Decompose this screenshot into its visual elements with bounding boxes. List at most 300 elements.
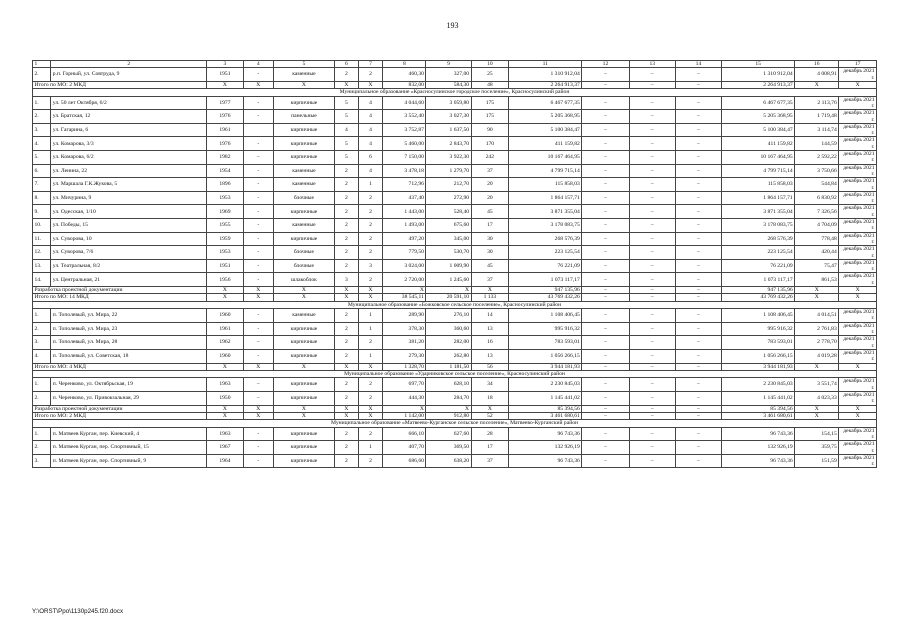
file-path-footer: Y:\ORST\Ppo\1130p245.f20.docx — [32, 608, 124, 615]
table-cell: 3 178 083,75 — [509, 219, 582, 233]
table-cell: 2 843,70 — [426, 137, 471, 151]
table-cell: X — [795, 294, 839, 301]
table-cell: декабрь 2021 г. — [839, 378, 877, 392]
table-cell: 5 100 384,47 — [722, 123, 795, 137]
table-cell: – — [629, 110, 675, 124]
table-cell: 381,20 — [383, 336, 426, 350]
table-cell: - — [243, 441, 273, 455]
address-cell: ул. Центральная, 21 — [51, 273, 207, 287]
table-cell: декабрь 2021 г. — [839, 68, 877, 82]
section-header-row — [33, 420, 877, 427]
table-cell: – — [675, 137, 721, 151]
table-cell: X — [273, 412, 334, 419]
table-row — [33, 441, 877, 455]
table-cell: 30 — [471, 232, 509, 246]
table-cell: 282,00 — [426, 336, 471, 350]
table-cell: – — [629, 191, 675, 205]
table-cell: – — [675, 68, 721, 82]
table-cell: 4 — [335, 123, 359, 137]
table-cell: X — [243, 363, 273, 370]
table-cell: 3 461 680,61 — [509, 412, 582, 419]
table-cell: 1. — [33, 309, 51, 323]
table-cell: декабрь 2021 г. — [839, 123, 877, 137]
table-cell: – — [675, 232, 721, 246]
table-cell: X — [839, 294, 877, 301]
address-cell: п. Тополевый, ул. Мира, 22 — [51, 309, 207, 323]
table-cell: 3 — [358, 259, 383, 273]
table-cell: 17 — [471, 441, 509, 455]
table-cell: – — [675, 294, 721, 301]
table-cell: 783 593,01 — [509, 336, 582, 350]
table-cell: 1 864 157,71 — [509, 191, 582, 205]
table-cell: 697,70 — [383, 378, 426, 392]
table-cell: 7 326,56 — [795, 205, 839, 219]
table-cell: – — [582, 123, 629, 137]
table-cell: 18 — [471, 391, 509, 405]
table-cell: 3. — [33, 336, 51, 350]
table-cell: 3 114,74 — [795, 123, 839, 137]
table-row — [33, 273, 877, 287]
table-cell: декабрь 2021 г. — [839, 391, 877, 405]
address-cell: ул. Театральная, 8/2 — [51, 259, 207, 273]
table-cell: 2 — [358, 219, 383, 233]
table-cell: – — [582, 96, 629, 110]
table-row — [33, 178, 877, 192]
table-cell: 2 — [335, 336, 359, 350]
table-cell: 56 — [471, 363, 509, 370]
table-cell: 832,00 — [383, 81, 426, 88]
table-cell: 1 073 117,17 — [722, 273, 795, 287]
table-cell: 2. — [33, 322, 51, 336]
table-cell: – — [675, 454, 721, 468]
table-cell: 223 125,54 — [722, 246, 795, 260]
table-cell: 170 — [471, 137, 509, 151]
table-cell: 1 — [358, 441, 383, 455]
table-cell: декабрь 2021 г. — [839, 205, 877, 219]
table-cell: 6 — [358, 151, 383, 165]
table-row — [33, 309, 877, 323]
table-cell: - — [243, 273, 273, 287]
table-cell: – — [675, 412, 721, 419]
table-cell: 1960 — [207, 309, 244, 323]
table-cell: – — [629, 405, 675, 412]
column-number-cell: 10 — [471, 61, 509, 68]
table-cell: X — [795, 286, 839, 293]
table-cell: X — [273, 363, 334, 370]
table-cell: - — [243, 322, 273, 336]
table-cell: 5 205 368,95 — [509, 110, 582, 124]
table-cell: – — [629, 336, 675, 350]
table-cell: 6 467 677,35 — [509, 96, 582, 110]
table-cell: X — [273, 286, 334, 293]
table-cell: X — [243, 286, 273, 293]
table-cell: 2 — [358, 378, 383, 392]
table-cell: 25 — [471, 68, 509, 82]
total-label: Разработка проектной документации — [33, 405, 207, 412]
table-cell: 3. — [33, 123, 51, 137]
table-cell: 96 743,36 — [509, 427, 582, 441]
table-cell: – — [629, 391, 675, 405]
table-row — [33, 349, 877, 363]
table-cell: кирпичные — [273, 151, 334, 165]
table-cell: – — [675, 259, 721, 273]
address-cell: ул. Одесская, 1/10 — [51, 205, 207, 219]
table-row — [33, 454, 877, 468]
table-cell: – — [675, 363, 721, 370]
table-cell: 327,00 — [426, 68, 471, 82]
table-cell: – — [582, 336, 629, 350]
table-cell: – — [675, 441, 721, 455]
table-cell: 1. — [33, 427, 51, 441]
table-cell: X — [207, 294, 244, 301]
table-cell: – — [629, 322, 675, 336]
table-row — [33, 219, 877, 233]
table-cell: каменные — [273, 68, 334, 82]
table-cell: 30 — [471, 246, 509, 260]
table-cell: 151,59 — [795, 454, 839, 468]
table-row — [33, 232, 877, 246]
table-cell: 1 — [358, 349, 383, 363]
table-cell: 3 871 355,04 — [509, 205, 582, 219]
table-cell: 411 159,82 — [722, 137, 795, 151]
table-cell: – — [629, 349, 675, 363]
table-cell: X — [335, 412, 359, 419]
table-cell: 1962 — [207, 336, 244, 350]
table-cell: – — [582, 259, 629, 273]
table-cell: 627,60 — [426, 427, 471, 441]
table-cell: 2 — [335, 391, 359, 405]
table-cell: – — [582, 68, 629, 82]
table-cell: – — [629, 151, 675, 165]
table-cell: 14 — [471, 309, 509, 323]
table-cell: X — [358, 412, 383, 419]
table-cell: 2 — [335, 454, 359, 468]
table-cell: 1 637,50 — [426, 123, 471, 137]
table-cell: блочные — [273, 191, 334, 205]
table-cell: 2 761,83 — [795, 322, 839, 336]
table-cell: – — [629, 441, 675, 455]
section-title: Муниципальное образование «Красносулинское городское поселение», Красносулинский район — [33, 89, 877, 96]
table-cell: - — [243, 178, 273, 192]
table-cell: 369,50 — [426, 441, 471, 455]
table-cell: - — [243, 164, 273, 178]
table-cell: - — [243, 219, 273, 233]
table-cell: 1 073 117,17 — [509, 273, 582, 287]
table-cell: 10 167 464,95 — [509, 151, 582, 165]
table-cell: – — [582, 219, 629, 233]
table-cell: 6 467 677,35 — [722, 96, 795, 110]
table-cell: X — [358, 405, 383, 412]
table-cell: декабрь 2021 г. — [839, 441, 877, 455]
table-row — [33, 322, 877, 336]
table-cell: 544,84 — [795, 178, 839, 192]
table-cell: X — [243, 412, 273, 419]
table-cell: – — [629, 309, 675, 323]
table-cell: – — [629, 164, 675, 178]
table-cell: 76 221,09 — [509, 259, 582, 273]
table-cell: 1896 — [207, 178, 244, 192]
table-cell: 115 858,03 — [722, 178, 795, 192]
table-cell: X — [335, 363, 359, 370]
table-cell: 675,60 — [426, 219, 471, 233]
table-cell: – — [629, 363, 675, 370]
table-cell: каменные — [273, 309, 334, 323]
table-cell: 3 552,40 — [383, 110, 426, 124]
total-label: Разработка проектной документации — [33, 286, 207, 293]
total-label: Итого по МО: 2 МКД — [33, 81, 207, 88]
table-cell: 3 059,80 — [426, 96, 471, 110]
table-cell: 2. — [33, 391, 51, 405]
table-cell: X — [471, 286, 509, 293]
table-cell: - — [243, 309, 273, 323]
table-cell: – — [675, 336, 721, 350]
table-cell: декабрь 2021 г. — [839, 427, 877, 441]
table-row — [33, 96, 877, 110]
table-cell: декабрь 2021 г. — [839, 454, 877, 468]
table-cell: 666,10 — [383, 427, 426, 441]
table-cell: 861,53 — [795, 273, 839, 287]
table-cell: 528,40 — [426, 205, 471, 219]
table-cell: – — [582, 378, 629, 392]
table-cell: 17 — [471, 219, 509, 233]
table-row — [33, 123, 877, 137]
table-cell: 6 830,92 — [795, 191, 839, 205]
table-cell: – — [582, 427, 629, 441]
table-cell: 1956 — [207, 273, 244, 287]
table-cell: – — [675, 273, 721, 287]
table-cell: X — [839, 81, 877, 88]
table-cell: – — [675, 151, 721, 165]
table-cell: X — [207, 81, 244, 88]
address-cell: ул. 50 лет Октября, 6/2 — [51, 96, 207, 110]
table-cell: – — [675, 96, 721, 110]
table-cell: декабрь 2021 г. — [839, 178, 877, 192]
total-row — [33, 412, 877, 419]
table-cell: 2 — [335, 309, 359, 323]
table-cell: – — [582, 273, 629, 287]
table-cell: 5 205 368,95 — [722, 110, 795, 124]
table-cell: декабрь 2021 г. — [839, 259, 877, 273]
table-cell: - — [243, 205, 273, 219]
table-cell: X — [839, 286, 877, 293]
table-cell: - — [243, 232, 273, 246]
table-cell: - — [243, 454, 273, 468]
table-cell: декабрь 2021 г. — [839, 232, 877, 246]
table-cell: X — [273, 81, 334, 88]
table-cell: 2 264 913,37 — [722, 81, 795, 88]
table-cell: 1977 — [207, 96, 244, 110]
table-cell: – — [675, 110, 721, 124]
table-cell: 1 245,60 — [426, 273, 471, 287]
table-cell: 3 551,74 — [795, 378, 839, 392]
table-cell: 1 328,70 — [383, 363, 426, 370]
table-cell: 2 — [335, 259, 359, 273]
address-cell: ул. Комарова, 3/3 — [51, 137, 207, 151]
table-cell: 444,30 — [383, 391, 426, 405]
table-cell: кирпичные — [273, 391, 334, 405]
table-cell: – — [675, 205, 721, 219]
column-number-cell: 16 — [795, 61, 839, 68]
column-number-row — [33, 61, 877, 68]
table-cell: – — [582, 363, 629, 370]
table-row — [33, 191, 877, 205]
table-cell: – — [629, 294, 675, 301]
table-cell: 2 — [358, 68, 383, 82]
table-cell: 154,15 — [795, 427, 839, 441]
table-cell: 85 394,56 — [722, 405, 795, 412]
table-cell: 34 — [471, 378, 509, 392]
table-cell: 1 — [358, 178, 383, 192]
table-cell: 686,60 — [383, 454, 426, 468]
table-cell: X — [383, 405, 426, 412]
table-cell: 37 — [471, 164, 509, 178]
table-cell: 1 108 406,45 — [722, 309, 795, 323]
table-cell: 262,80 — [426, 349, 471, 363]
table-row — [33, 137, 877, 151]
table-cell: – — [675, 286, 721, 293]
total-row — [33, 294, 877, 301]
table-cell: 947 135,96 — [509, 286, 582, 293]
table-cell: 4 008,91 — [795, 68, 839, 82]
table-cell: X — [335, 286, 359, 293]
total-row — [33, 81, 877, 88]
table-cell: – — [582, 178, 629, 192]
table-cell: – — [582, 81, 629, 88]
table-cell: 359,75 — [795, 441, 839, 455]
table-cell: 2 — [335, 205, 359, 219]
table-cell: - — [243, 137, 273, 151]
table-cell: – — [629, 81, 675, 88]
table-cell: 289,90 — [383, 309, 426, 323]
table-cell: 4 — [358, 110, 383, 124]
table-cell: 276,10 — [426, 309, 471, 323]
table-cell: – — [629, 378, 675, 392]
table-cell: - — [243, 259, 273, 273]
table-cell: 1 443,00 — [383, 205, 426, 219]
table-cell: 2. — [33, 110, 51, 124]
table-cell: – — [675, 378, 721, 392]
table-cell: декабрь 2021 г. — [839, 219, 877, 233]
table-cell: 3. — [33, 454, 51, 468]
table-cell: 5 — [335, 137, 359, 151]
table-cell: 2 778,70 — [795, 336, 839, 350]
table-cell: 2 — [335, 191, 359, 205]
table-cell: – — [582, 454, 629, 468]
table-cell: 3 — [335, 273, 359, 287]
table-cell: – — [582, 391, 629, 405]
address-cell: п. Тополевый, ул. Мира, 23 — [51, 322, 207, 336]
address-cell: ул. Суворова, 7/6 — [51, 246, 207, 260]
table-cell: 1976 — [207, 137, 244, 151]
address-cell: п. Тополевый, ул. Советская, 18 — [51, 349, 207, 363]
table-cell: 7. — [33, 178, 51, 192]
table-cell: 411 159,82 — [509, 137, 582, 151]
table-cell: кирпичные — [273, 349, 334, 363]
table-cell: – — [675, 178, 721, 192]
address-cell: ул. Победы, 15 — [51, 219, 207, 233]
table-cell: 2 — [358, 427, 383, 441]
table-cell: – — [629, 412, 675, 419]
table-cell: – — [629, 137, 675, 151]
table-cell: 995 916,32 — [509, 322, 582, 336]
table-cell: 783 593,01 — [722, 336, 795, 350]
housing-repair-table — [32, 60, 877, 468]
table-cell: X — [207, 405, 244, 412]
address-cell: п. Матвеев Курган, пер. Спортивный, 9 — [51, 454, 207, 468]
column-number-cell: 17 — [839, 61, 877, 68]
table-cell: 4 704,09 — [795, 219, 839, 233]
table-cell: 85 394,56 — [509, 405, 582, 412]
table-cell: 7 150,00 — [383, 151, 426, 165]
table-cell: 1961 — [207, 322, 244, 336]
table-cell: декабрь 2021 г. — [839, 273, 877, 287]
table-cell: кирпичные — [273, 96, 334, 110]
table-cell: кирпичные — [273, 232, 334, 246]
table-cell: 530,70 — [426, 246, 471, 260]
table-cell: 2 720,00 — [383, 273, 426, 287]
table-cell: 90 — [471, 123, 509, 137]
table-cell: – — [582, 110, 629, 124]
table-cell: 37 — [471, 273, 509, 287]
table-cell: X — [335, 405, 359, 412]
column-number-cell: 7 — [358, 61, 383, 68]
table-cell: – — [629, 96, 675, 110]
table-cell: 96 743,36 — [722, 454, 795, 468]
table-cell: 223 125,54 — [509, 246, 582, 260]
table-cell: 497,20 — [383, 232, 426, 246]
table-cell: 1967 — [207, 441, 244, 455]
table-cell: X — [207, 363, 244, 370]
table-cell: 96 743,36 — [509, 454, 582, 468]
table-cell: X — [358, 294, 383, 301]
column-number-cell: 11 — [509, 61, 582, 68]
section-header-row — [33, 301, 877, 308]
total-row — [33, 363, 877, 370]
table-cell: 2 — [335, 349, 359, 363]
table-cell: – — [582, 164, 629, 178]
address-cell: п. Черенково, ул. Привокзальная, 29 — [51, 391, 207, 405]
table-cell: X — [358, 286, 383, 293]
table-cell: - — [243, 68, 273, 82]
table-cell: декабрь 2021 г. — [839, 246, 877, 260]
total-label: Итого по МО: 2 МКД — [33, 412, 207, 419]
table-cell: 1953 — [207, 191, 244, 205]
table-cell: 3 752,87 — [383, 123, 426, 137]
table-cell: – — [629, 273, 675, 287]
table-cell: 5. — [33, 151, 51, 165]
table-cell: - — [243, 110, 273, 124]
table-cell: декабрь 2021 г. — [839, 309, 877, 323]
table-cell: 132 926,19 — [509, 441, 582, 455]
table-cell: 1950 — [207, 391, 244, 405]
table-cell: 4. — [33, 349, 51, 363]
table-cell: – — [675, 391, 721, 405]
table-cell: 2 113,76 — [795, 96, 839, 110]
table-cell: 5 — [335, 96, 359, 110]
table-cell: кирпичные — [273, 441, 334, 455]
table-cell: X — [839, 412, 877, 419]
table-row — [33, 259, 877, 273]
table-cell: – — [582, 309, 629, 323]
table-cell: X — [471, 405, 509, 412]
table-cell: 995 916,32 — [722, 322, 795, 336]
table-cell: 779,50 — [383, 246, 426, 260]
table-cell: – — [243, 391, 273, 405]
table-cell: X — [358, 81, 383, 88]
table-cell: 13. — [33, 259, 51, 273]
table-cell: – — [582, 412, 629, 419]
table-cell: 2 — [358, 391, 383, 405]
